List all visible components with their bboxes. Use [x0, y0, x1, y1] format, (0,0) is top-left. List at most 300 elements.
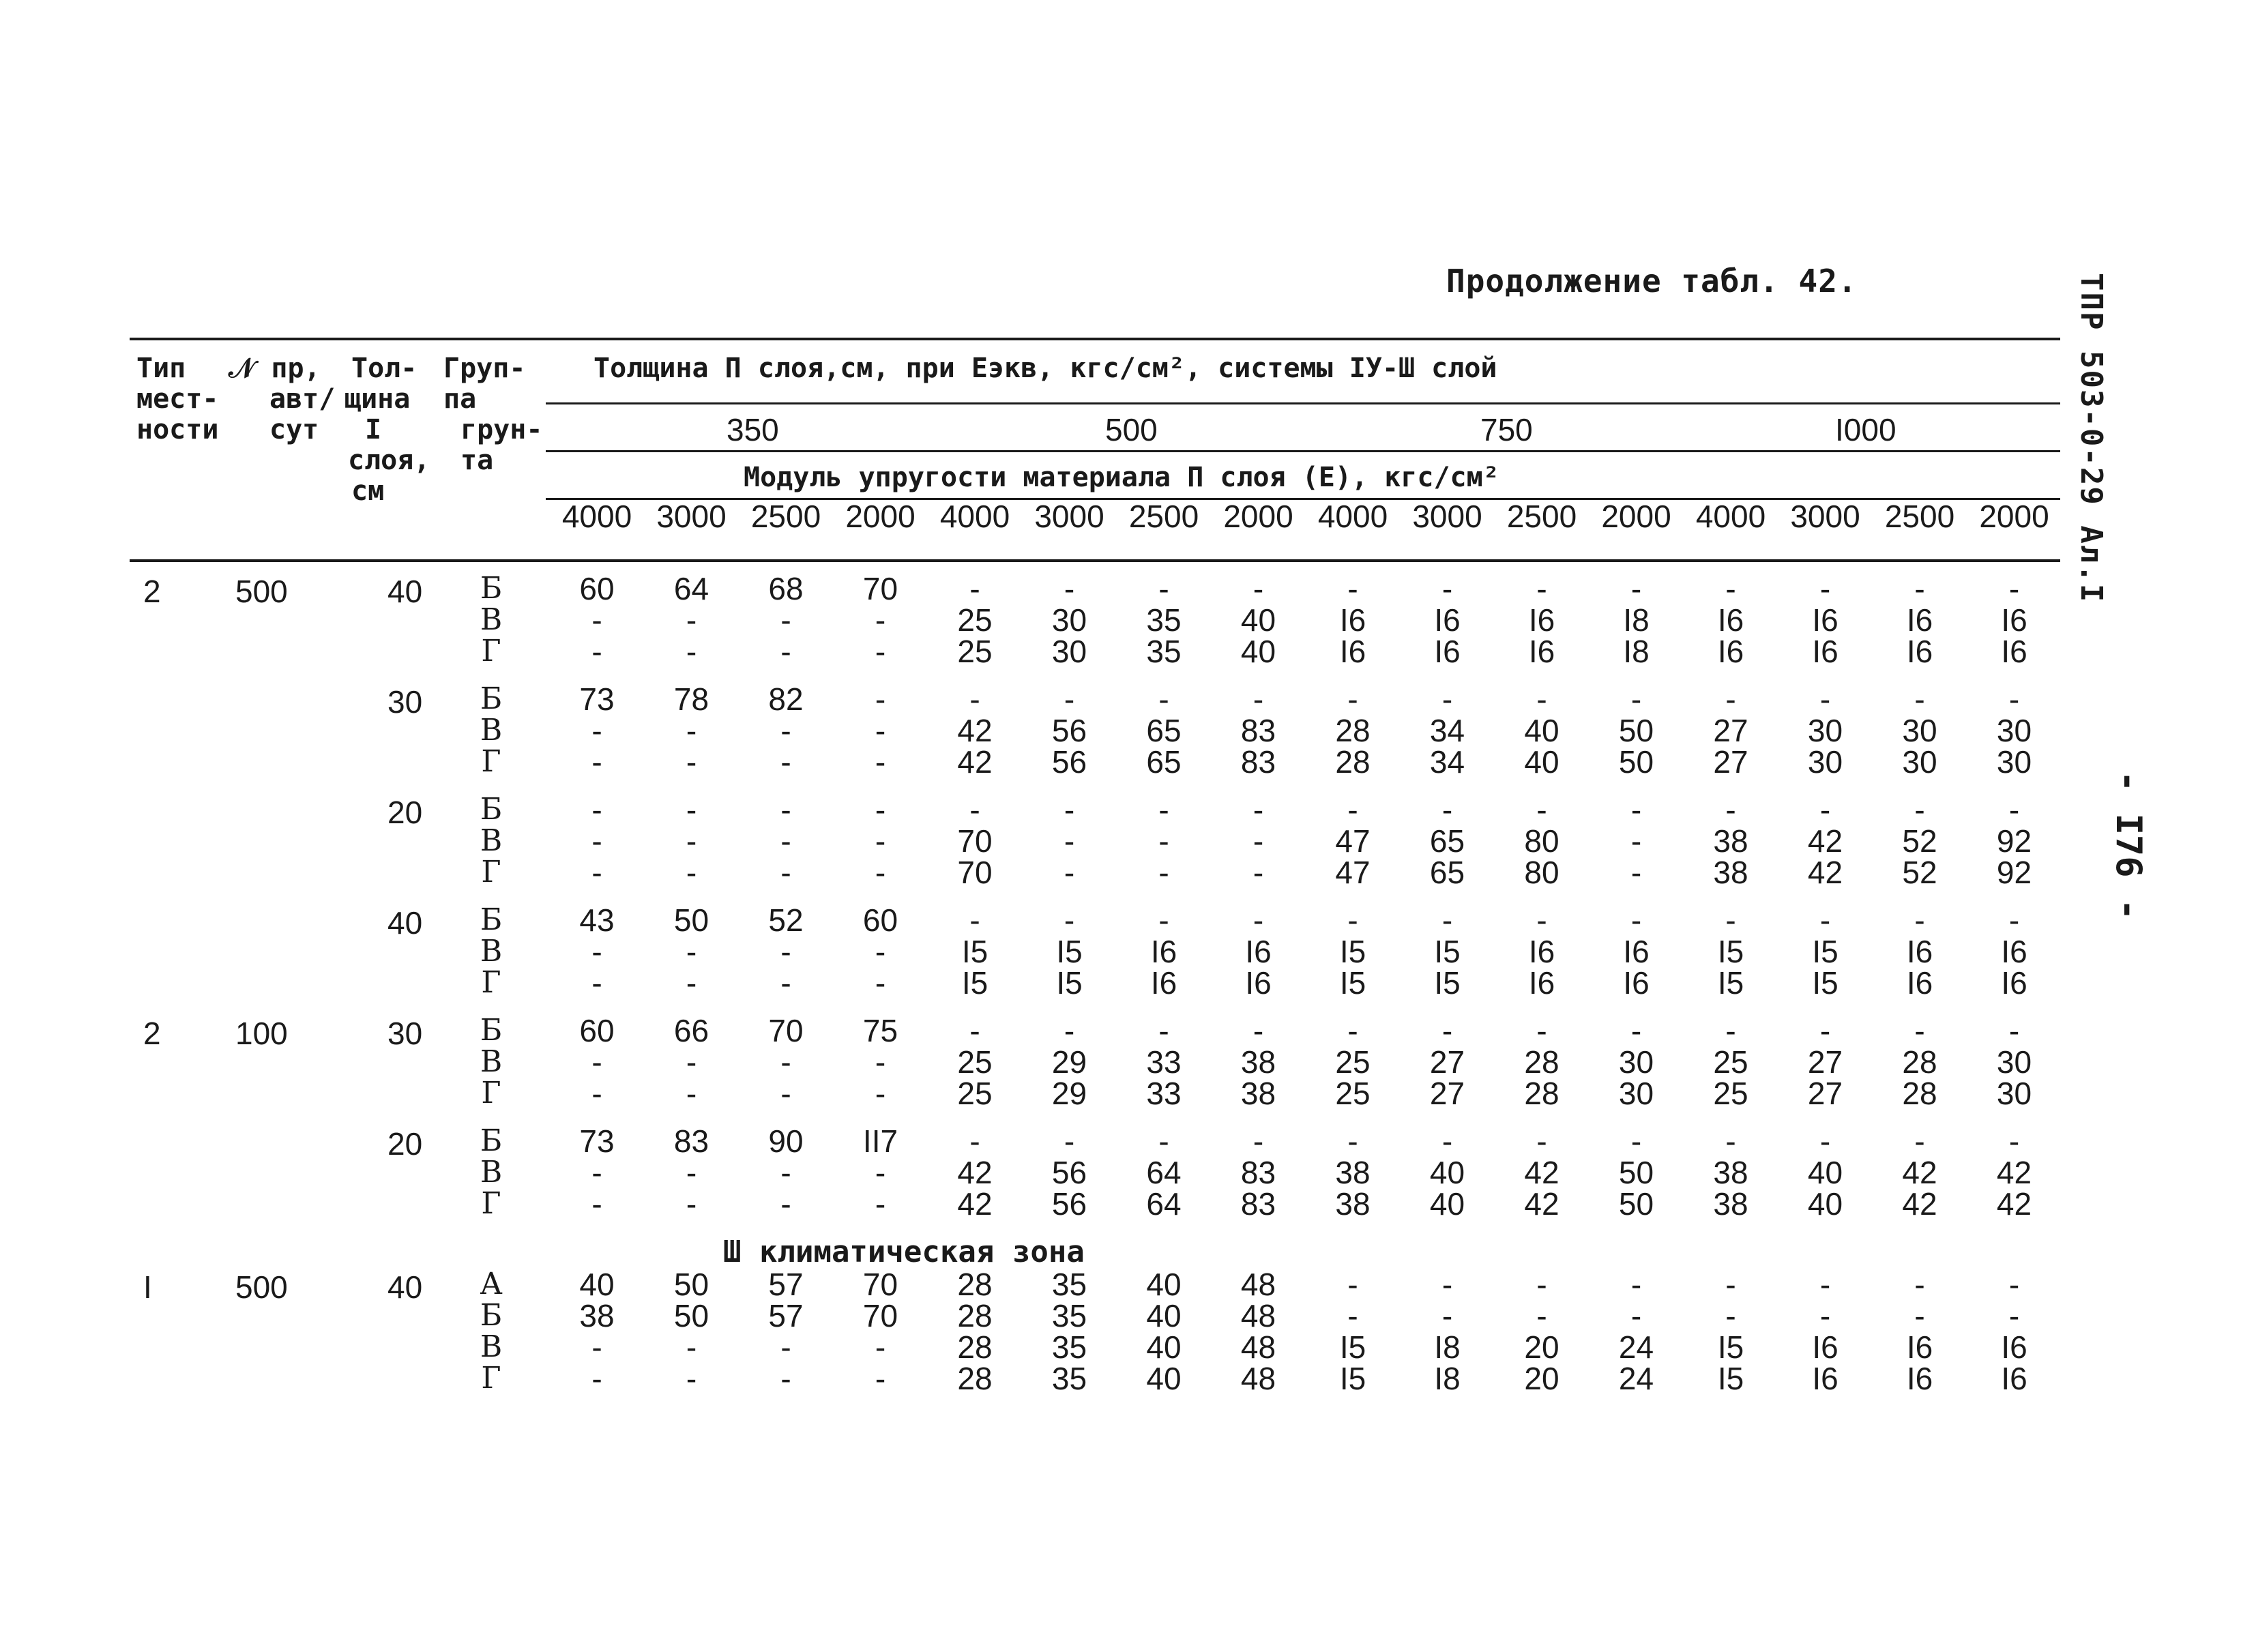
- table-cell: 30: [1807, 744, 1843, 780]
- table-cell: -: [591, 934, 602, 969]
- table-cell: -: [875, 1155, 886, 1190]
- table-cell: -: [1158, 902, 1169, 938]
- soil-group-cell: Б: [480, 902, 503, 937]
- modulus-column-header: 4000: [1695, 499, 1766, 534]
- table-cell: I5: [961, 934, 988, 969]
- table-cell: 70: [768, 1013, 804, 1048]
- table-cell: 28: [1902, 1076, 1937, 1111]
- table-cell: I8: [1623, 602, 1650, 638]
- table-cell: -: [780, 713, 791, 748]
- table-cell: -: [1158, 681, 1169, 717]
- table-cell: 38: [1335, 1155, 1371, 1190]
- header-thickness-line5: см: [351, 475, 385, 507]
- table-cell: 30: [1807, 713, 1843, 748]
- table-cell: -: [875, 965, 886, 1001]
- header-eekv-1000: I000: [1835, 412, 1896, 447]
- modulus-column-header: 4000: [1317, 499, 1388, 534]
- table-cell: -: [1252, 1123, 1264, 1159]
- table-cell: 65: [1429, 823, 1465, 859]
- table-cell: -: [1630, 855, 1642, 890]
- table-cell: I6: [1906, 1361, 1933, 1396]
- table-cell: 40: [1240, 602, 1276, 638]
- table-cell: 35: [1051, 1329, 1087, 1365]
- table-cell: I5: [1717, 1361, 1744, 1396]
- table-cell: 92: [1996, 855, 2032, 890]
- table-cell: -: [1914, 1298, 1925, 1333]
- header-type-line1: Тип: [136, 353, 186, 384]
- table-cell: 56: [1051, 1186, 1087, 1222]
- table-cell: -: [1725, 1123, 1736, 1159]
- table-cell: -: [1158, 855, 1169, 890]
- table-cell: -: [1441, 681, 1453, 717]
- table-cell: -: [780, 1155, 791, 1190]
- table-cell: 28: [1524, 1044, 1559, 1080]
- table-cell: I6: [1528, 602, 1555, 638]
- table-cell: I5: [1339, 1361, 1366, 1396]
- table-cell: 83: [673, 1123, 709, 1159]
- eekv-rule: [546, 450, 2060, 452]
- header-thickness-line2: щина: [345, 383, 411, 415]
- table-cell: 28: [957, 1329, 993, 1365]
- soil-group-cell: Г: [481, 855, 501, 889]
- table-cell: II7: [862, 1123, 898, 1159]
- table-cell: -: [1347, 1123, 1358, 1159]
- table-cell: I6: [1245, 934, 1272, 969]
- modulus-column-header: 2000: [1601, 499, 1671, 534]
- table-cell: I8: [1434, 1361, 1461, 1396]
- table-cell: I6: [1906, 634, 1933, 669]
- table-cell: 65: [1146, 713, 1182, 748]
- soil-group-cell: В: [480, 1329, 503, 1364]
- table-cell: -: [1725, 571, 1736, 606]
- table-cell: 25: [1335, 1076, 1371, 1111]
- table-cell: -: [686, 634, 697, 669]
- table-cell: -: [1064, 1123, 1075, 1159]
- table-cell: -: [591, 1155, 602, 1190]
- table-cell: 56: [1051, 713, 1087, 748]
- header-thickness-line1: Тол-: [351, 353, 417, 384]
- table-cell: 80: [1524, 855, 1559, 890]
- table-cell: 27: [1713, 744, 1748, 780]
- table-cell: 60: [862, 902, 898, 938]
- table-cell: -: [969, 681, 980, 717]
- table-cell: -: [1725, 792, 1736, 827]
- table-cell: 40: [1429, 1155, 1465, 1190]
- thickness-cell: 30: [387, 684, 423, 720]
- table-cell: 35: [1051, 1298, 1087, 1333]
- table-cell: -: [969, 1013, 980, 1048]
- traffic-cell: 100: [235, 1016, 288, 1051]
- table-cell: 28: [1335, 713, 1371, 748]
- table-cell: -: [1158, 1013, 1169, 1048]
- document-code: ТПР 503-0-29 Ал.I: [2074, 273, 2109, 604]
- table-cell: -: [1914, 681, 1925, 717]
- table-cell: 42: [1996, 1155, 2032, 1190]
- table-cell: 38: [1713, 1186, 1748, 1222]
- table-cell: 57: [768, 1298, 804, 1333]
- table-cell: 50: [673, 1267, 709, 1302]
- header-bottom-rule: [130, 559, 2060, 562]
- table-cell: I6: [1906, 602, 1933, 638]
- table-cell: -: [875, 634, 886, 669]
- table-cell: 50: [1618, 744, 1654, 780]
- table-cell: I6: [1812, 602, 1839, 638]
- table-cell: 50: [673, 902, 709, 938]
- table-cell: I5: [1812, 934, 1839, 969]
- table-cell: 50: [1618, 713, 1654, 748]
- table-cell: -: [1819, 1013, 1831, 1048]
- table-cell: 48: [1240, 1329, 1276, 1365]
- traffic-cell: 500: [235, 1269, 288, 1305]
- soil-group-cell: Б: [480, 1123, 503, 1158]
- header-soil-group-line1: Груп-: [443, 353, 526, 384]
- table-cell: -: [1630, 1267, 1642, 1302]
- main-title-rule: [546, 402, 2060, 404]
- table-cell: 20: [1524, 1329, 1559, 1365]
- thickness-cell: 40: [387, 574, 423, 609]
- table-cell: 38: [1713, 823, 1748, 859]
- table-cell: -: [1347, 792, 1358, 827]
- table-cell: -: [1347, 571, 1358, 606]
- table-cell: -: [1630, 792, 1642, 827]
- table-cell: -: [1630, 1298, 1642, 1333]
- table-cell: 83: [1240, 1155, 1276, 1190]
- table-cell: -: [1725, 1298, 1736, 1333]
- soil-group-cell: В: [480, 602, 503, 637]
- table-cell: I5: [1056, 965, 1083, 1001]
- table-cell: -: [1064, 823, 1075, 859]
- modulus-column-header: 3000: [656, 499, 727, 534]
- table-cell: 66: [673, 1013, 709, 1048]
- header-traffic-line1: 𝒩 пр,: [229, 353, 321, 384]
- table-cell: -: [1914, 571, 1925, 606]
- table-cell: -: [1536, 902, 1547, 938]
- table-cell: -: [1252, 681, 1264, 717]
- soil-group-cell: Г: [481, 634, 501, 668]
- table-cell: -: [591, 1076, 602, 1111]
- table-cell: 30: [1902, 744, 1937, 780]
- table-cell: 25: [1713, 1044, 1748, 1080]
- table-cell: -: [2008, 1123, 2020, 1159]
- table-cell: 42: [957, 713, 993, 748]
- table-cell: 38: [1713, 855, 1748, 890]
- table-cell: -: [1441, 1013, 1453, 1048]
- table-cell: 52: [768, 902, 804, 938]
- table-cell: I6: [1717, 634, 1744, 669]
- table-cell: 29: [1051, 1076, 1087, 1111]
- table-cell: 28: [957, 1267, 993, 1302]
- table-cell: 42: [1902, 1186, 1937, 1222]
- table-cell: -: [1252, 823, 1264, 859]
- table-cell: 38: [1240, 1044, 1276, 1080]
- table-cell: 42: [957, 744, 993, 780]
- table-top-rule: [130, 338, 2060, 340]
- table-cell: -: [1158, 1123, 1169, 1159]
- table-cell: 25: [1335, 1044, 1371, 1080]
- table-cell: -: [2008, 571, 2020, 606]
- table-cell: -: [1536, 571, 1547, 606]
- table-cell: -: [686, 1155, 697, 1190]
- thickness-cell: 40: [387, 1269, 423, 1305]
- table-cell: -: [591, 1186, 602, 1222]
- soil-group-cell: В: [480, 1044, 503, 1079]
- table-cell: -: [686, 1329, 697, 1365]
- table-cell: -: [1536, 1267, 1547, 1302]
- table-cell: 73: [579, 681, 615, 717]
- table-cell: 42: [1524, 1155, 1559, 1190]
- table-cell: -: [780, 792, 791, 827]
- table-cell: 30: [1051, 602, 1087, 638]
- table-cell: 40: [1146, 1267, 1182, 1302]
- table-cell: -: [780, 934, 791, 969]
- table-cell: I5: [1717, 965, 1744, 1001]
- modulus-column-header: 3000: [1790, 499, 1860, 534]
- table-cell: -: [1441, 1123, 1453, 1159]
- table-cell: 50: [1618, 1155, 1654, 1190]
- table-cell: -: [1441, 902, 1453, 938]
- table-cell: -: [686, 855, 697, 890]
- table-cell: -: [780, 1361, 791, 1396]
- table-cell: 25: [957, 1076, 993, 1111]
- table-cell: -: [686, 1076, 697, 1111]
- table-cell: -: [969, 571, 980, 606]
- table-cell: -: [1630, 823, 1642, 859]
- table-cell: -: [686, 823, 697, 859]
- table-cell: I6: [1434, 602, 1461, 638]
- modulus-column-header: 2500: [750, 499, 821, 534]
- table-cell: -: [1064, 855, 1075, 890]
- table-cell: I5: [1812, 965, 1839, 1001]
- table-cell: -: [591, 634, 602, 669]
- table-cell: -: [875, 681, 886, 717]
- table-cell: -: [1441, 792, 1453, 827]
- table-cell: -: [1441, 571, 1453, 606]
- header-thickness-line4: слоя,: [348, 445, 430, 476]
- table-cell: 70: [862, 1298, 898, 1333]
- table-cell: -: [1347, 1267, 1358, 1302]
- header-traffic-line3: сут: [269, 414, 319, 445]
- table-cell: -: [1252, 902, 1264, 938]
- table-cell: 48: [1240, 1298, 1276, 1333]
- modulus-column-header: 2500: [1128, 499, 1199, 534]
- table-cell: 47: [1335, 823, 1371, 859]
- table-cell: I6: [1623, 934, 1650, 969]
- table-cell: 80: [1524, 823, 1559, 859]
- header-soil-group-line2: па: [443, 383, 477, 415]
- table-cell: I6: [2001, 1361, 2027, 1396]
- table-cell: 40: [1807, 1155, 1843, 1190]
- table-cell: -: [1819, 571, 1831, 606]
- table-cell: -: [875, 602, 886, 638]
- table-cell: -: [1252, 1013, 1264, 1048]
- table-cell: 78: [673, 681, 709, 717]
- table-cell: -: [969, 902, 980, 938]
- table-cell: -: [1158, 823, 1169, 859]
- table-cell: 83: [1240, 744, 1276, 780]
- modulus-column-header: 3000: [1034, 499, 1104, 534]
- table-cell: I6: [1812, 634, 1839, 669]
- table-cell: 27: [1807, 1076, 1843, 1111]
- table-cell: 64: [1146, 1186, 1182, 1222]
- table-cell: -: [591, 792, 602, 827]
- table-cell: -: [686, 602, 697, 638]
- table-cell: I6: [1623, 965, 1650, 1001]
- table-cell: -: [1630, 681, 1642, 717]
- table-cell: 70: [862, 571, 898, 606]
- table-cell: -: [780, 634, 791, 669]
- table-cell: I6: [2001, 934, 2027, 969]
- table-cell: -: [780, 744, 791, 780]
- table-cell: -: [875, 1076, 886, 1111]
- table-cell: 27: [1807, 1044, 1843, 1080]
- table-cell: I6: [1245, 965, 1272, 1001]
- table-cell: -: [1819, 792, 1831, 827]
- table-cell: -: [1441, 1298, 1453, 1333]
- table-cell: -: [780, 1044, 791, 1080]
- table-cell: -: [2008, 792, 2020, 827]
- table-cell: -: [1536, 1298, 1547, 1333]
- table-cell: -: [591, 1329, 602, 1365]
- table-cell: -: [686, 1044, 697, 1080]
- table-cell: -: [1536, 1123, 1547, 1159]
- table-cell: 30: [1902, 713, 1937, 748]
- table-cell: 64: [673, 571, 709, 606]
- table-cell: -: [1252, 792, 1264, 827]
- table-cell: -: [1725, 1013, 1736, 1048]
- modulus-column-header: 3000: [1412, 499, 1482, 534]
- soil-group-cell: Б: [480, 1298, 503, 1333]
- table-cell: 38: [1335, 1186, 1371, 1222]
- header-eekv-750: 750: [1480, 412, 1533, 447]
- table-cell: -: [1347, 1013, 1358, 1048]
- table-cell: 25: [957, 634, 993, 669]
- table-cell: I8: [1434, 1329, 1461, 1365]
- page-number: - I76 -: [2108, 771, 2149, 921]
- table-cell: I6: [1812, 1361, 1839, 1396]
- table-cell: -: [1536, 792, 1547, 827]
- table-cell: 34: [1429, 713, 1465, 748]
- table-cell: 65: [1146, 744, 1182, 780]
- table-cell: -: [1536, 681, 1547, 717]
- table-cell: -: [686, 1361, 697, 1396]
- table-cell: 47: [1335, 855, 1371, 890]
- table-cell: 92: [1996, 823, 2032, 859]
- table-cell: -: [1819, 902, 1831, 938]
- table-cell: -: [2008, 1013, 2020, 1048]
- table-cell: -: [1064, 1013, 1075, 1048]
- soil-group-cell: Г: [481, 1076, 501, 1110]
- table-cell: -: [1725, 902, 1736, 938]
- table-cell: -: [1914, 902, 1925, 938]
- thickness-cell: 20: [387, 795, 423, 830]
- table-cell: 28: [1524, 1076, 1559, 1111]
- table-cell: -: [969, 1123, 980, 1159]
- table-cell: -: [1536, 1013, 1547, 1048]
- table-cell: 40: [1146, 1329, 1182, 1365]
- table-cell: -: [1252, 571, 1264, 606]
- table-cell: 40: [579, 1267, 615, 1302]
- table-cell: I5: [1339, 934, 1366, 969]
- table-cell: 25: [957, 602, 993, 638]
- table-cell: -: [875, 713, 886, 748]
- table-cell: -: [1064, 902, 1075, 938]
- soil-group-cell: Б: [480, 681, 503, 716]
- table-cell: 27: [1713, 713, 1748, 748]
- table-cell: I6: [1906, 965, 1933, 1001]
- table-cell: -: [1819, 1298, 1831, 1333]
- table-continuation-title: Продолжение табл. 42.: [1446, 263, 1858, 299]
- table-cell: 56: [1051, 1155, 1087, 1190]
- traffic-cell: 500: [235, 574, 288, 609]
- table-cell: 38: [1240, 1076, 1276, 1111]
- soil-group-cell: Г: [481, 965, 501, 1000]
- table-cell: 73: [579, 1123, 615, 1159]
- table-cell: 25: [957, 1044, 993, 1080]
- table-cell: 24: [1618, 1329, 1654, 1365]
- soil-group-cell: А: [480, 1267, 503, 1301]
- soil-group-cell: В: [480, 1155, 503, 1190]
- table-cell: 42: [1996, 1186, 2032, 1222]
- table-cell: I8: [1623, 634, 1650, 669]
- table-cell: -: [1630, 1013, 1642, 1048]
- header-modulus-title: Модуль упругости материала П слоя (Е), кгс/см²: [744, 462, 1499, 493]
- table-cell: 48: [1240, 1267, 1276, 1302]
- table-cell: -: [875, 934, 886, 969]
- table-cell: -: [686, 965, 697, 1001]
- table-cell: I6: [1906, 1329, 1933, 1365]
- table-cell: 30: [1996, 1076, 2032, 1111]
- table-cell: -: [1347, 1298, 1358, 1333]
- table-cell: 24: [1618, 1361, 1654, 1396]
- table-cell: I6: [1150, 934, 1177, 969]
- table-cell: 38: [579, 1298, 615, 1333]
- table-cell: -: [780, 1329, 791, 1365]
- table-cell: -: [591, 855, 602, 890]
- table-cell: -: [1347, 681, 1358, 717]
- header-main-title: Толщина П слоя,см, при Еэкв, кгс/см², системы IУ-Ш слой: [594, 353, 1497, 384]
- soil-group-cell: В: [480, 713, 503, 748]
- table-cell: 50: [673, 1298, 709, 1333]
- table-cell: 30: [1996, 713, 2032, 748]
- table-cell: 83: [1240, 1186, 1276, 1222]
- table-cell: 70: [862, 1267, 898, 1302]
- table-cell: 25: [1713, 1076, 1748, 1111]
- table-cell: 30: [1051, 634, 1087, 669]
- table-cell: -: [591, 744, 602, 780]
- table-cell: -: [875, 823, 886, 859]
- table-cell: -: [1064, 571, 1075, 606]
- table-cell: I6: [1339, 602, 1366, 638]
- table-cell: 35: [1146, 634, 1182, 669]
- table-cell: 64: [1146, 1155, 1182, 1190]
- header-eekv-350: 350: [727, 412, 779, 447]
- table-cell: I5: [1717, 1329, 1744, 1365]
- table-cell: -: [780, 855, 791, 890]
- table-cell: -: [780, 602, 791, 638]
- soil-group-cell: Г: [481, 744, 501, 779]
- table-cell: 60: [579, 571, 615, 606]
- table-cell: 30: [1996, 744, 2032, 780]
- table-cell: -: [969, 792, 980, 827]
- soil-group-cell: Г: [481, 1361, 501, 1396]
- table-cell: 30: [1618, 1076, 1654, 1111]
- table-cell: -: [875, 792, 886, 827]
- table-cell: I6: [1717, 602, 1744, 638]
- table-cell: -: [686, 934, 697, 969]
- table-cell: -: [2008, 1298, 2020, 1333]
- table-cell: 70: [957, 823, 993, 859]
- header-type-line3: ности: [136, 414, 219, 445]
